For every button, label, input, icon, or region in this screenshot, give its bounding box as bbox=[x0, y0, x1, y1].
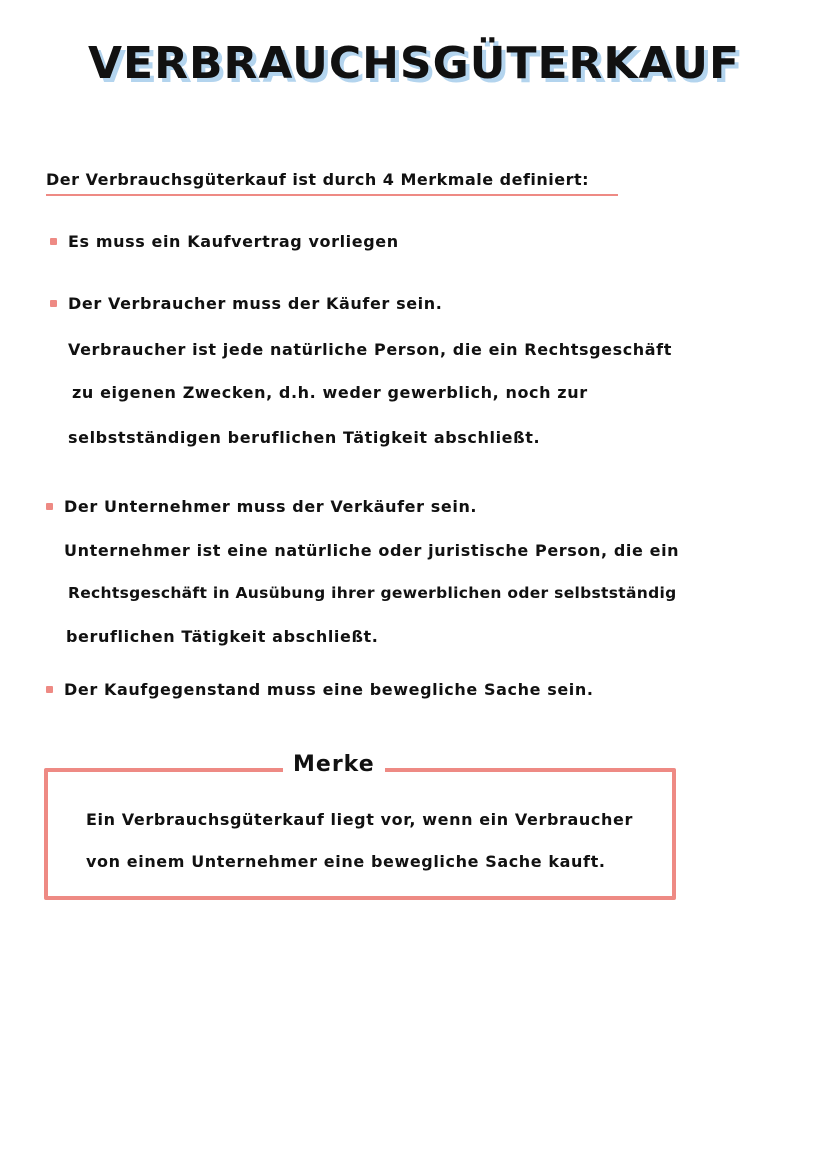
merke-line: Ein Verbrauchsgüterkauf liegt vor, wenn ein Verbraucher bbox=[86, 810, 633, 829]
intro-underline bbox=[46, 194, 618, 196]
bullet-detail-line: Verbraucher ist jede natürliche Person, die ein Rechtsgeschäft bbox=[68, 340, 672, 359]
bullet-item-verbraucher bbox=[50, 294, 442, 313]
bullet-heading: Der Kaufgegenstand muss eine bewegliche Sache sein. bbox=[64, 680, 594, 699]
bullet-detail-line: zu eigenen Zwecken, d.h. weder gewerblich, noch zur bbox=[72, 383, 588, 402]
bullet-marker bbox=[46, 686, 53, 693]
bullet-heading: Es muss ein Kaufvertrag vorliegen bbox=[68, 232, 399, 251]
bullet-detail-line: Rechtsgeschäft in Ausübung ihrer gewerblichen oder selbstständig bbox=[68, 584, 677, 602]
bullet-item-kaufvertrag bbox=[50, 232, 399, 251]
bullet-heading: Der Unternehmer muss der Verkäufer sein. bbox=[64, 497, 478, 516]
bullet-marker bbox=[50, 300, 57, 307]
bullet-detail-line: Unternehmer ist eine natürliche oder juristische Person, die ein bbox=[64, 541, 680, 560]
bullet-detail-line: beruflichen Tätigkeit abschließt. bbox=[66, 627, 379, 646]
bullet-detail-line: selbstständigen beruflichen Tätigkeit abschließt. bbox=[68, 428, 541, 447]
merke-box bbox=[44, 768, 676, 900]
bullet-marker bbox=[50, 238, 57, 245]
bullet-heading: Der Verbraucher muss der Käufer sein. bbox=[68, 294, 443, 313]
intro-text: Der Verbrauchsgüterkauf ist durch 4 Merkmale definiert: bbox=[46, 170, 590, 189]
bullet-item-kaufgegenstand bbox=[46, 680, 594, 699]
merke-label: Merke bbox=[283, 752, 385, 777]
bullet-marker bbox=[46, 503, 53, 510]
bullet-item-unternehmer bbox=[46, 497, 477, 516]
merke-line: von einem Unternehmer eine bewegliche Sache kauft. bbox=[86, 852, 606, 871]
page-title: VERBRAUCHSGÜTERKAUF bbox=[87, 38, 740, 89]
